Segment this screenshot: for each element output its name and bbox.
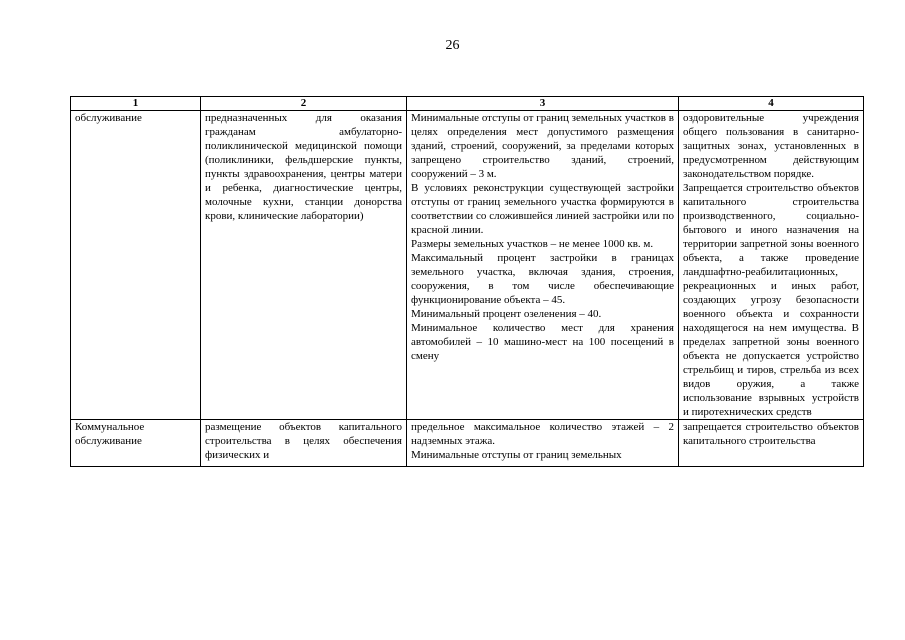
table-row [71,420,864,467]
parameter-paragraph: Минимальный процент озеленения – 40. [411,308,602,320]
use-description-cell [201,111,407,420]
parameters-cell [407,420,679,467]
use-description-text: размещение объектов капитального строительства в целях обеспечения физических и [205,421,402,461]
page-number: 26 [445,38,460,53]
table-header-row [71,97,864,111]
use-type-text: обслуживание [75,112,142,124]
use-description-cell [201,420,407,467]
restrictions-cell [679,420,864,467]
parameters-cell [407,111,679,420]
use-type-cell [71,111,201,420]
parameter-paragraph: предельное максимальное количество этажей – 2 надземных этажа. [411,421,674,447]
restriction-paragraph: Запрещается строительство объектов капитального строительства производственного, социально-бытового и иного назначения на территории запретной зоны военного объекта, а также проведение ландшафтно-реабилитационных, рекреационных и иных работ, создающих угрозу безопасности военного объекта и сохранности находящегося на нем имущества. В пределах запретной зоны военного объекта не допускается устройство стрельбищ и тиров, стрельба из всех видов оружия, а также использование взрывных устройств и пиротехнических средств [683,182,859,418]
header-col-1: 1 [71,97,201,111]
restriction-paragraph: оздоровительные учреждения общего пользования в санитарно-защитных зонах, установленных в предусмотренном действующим законодательством порядке. [683,112,859,180]
table-row [71,111,864,420]
use-description-text: предназначенных для оказания гражданам амбулаторно-поликлинической медицинской помощи (поликлиники, фельдшерские пункты, пункты здравоохранения, центры матери и ребенка, диагностические центры, молочные кухни, станции донорства крови, клинические лаборатории) [205,112,402,222]
parameter-paragraph: Минимальные отступы от границ земельных участков в целях определения мест допустимого размещения зданий, строений, сооружений, за пределами которых запрещено строительство зданий, строений, сооружений – 3 м. [411,112,674,180]
header-col-4: 4 [679,97,864,111]
restrictions-cell [679,111,864,420]
header-col-3: 3 [407,97,679,111]
parameter-paragraph: Размеры земельных участков – не менее 1000 кв. м. [411,238,654,250]
parameter-paragraph: В условиях реконструкции существующей застройки отступы от границ земельного участка формируются в соответствии со сложившейся линией застройки или по красной линии. [411,182,674,236]
restriction-paragraph: запрещается строительство объектов капитального строительства [683,421,859,447]
parameter-paragraph: Минимальное количество мест для хранения автомобилей – 10 машино-мест на 100 посещений в смену [411,322,674,362]
use-type-cell [71,420,201,467]
parameter-paragraph: Максимальный процент застройки в границах земельного участка, включая здания, строения, сооружения, в том числе обеспечивающие функционирование объекта – 45. [411,252,674,306]
use-type-text: Коммунальное обслуживание [75,421,145,447]
header-col-2: 2 [201,97,407,111]
parameter-paragraph: Минимальные отступы от границ земельных [411,449,622,461]
zoning-regulations-table [70,96,864,467]
